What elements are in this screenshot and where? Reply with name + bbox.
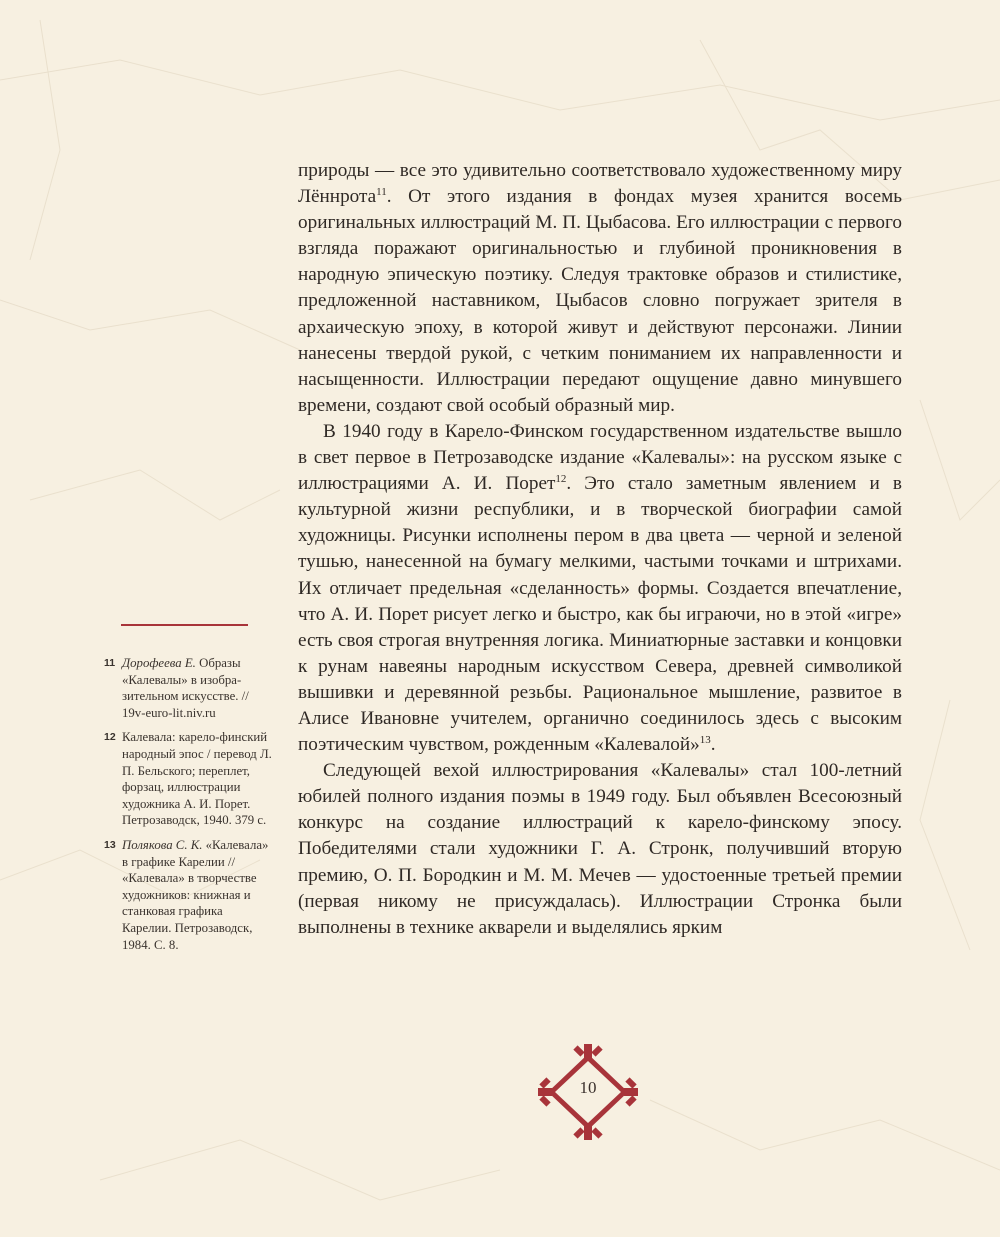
main-text (298, 158, 902, 941)
footnote-author: Полякова С. К. (122, 837, 203, 852)
footnote-text: Калевала: карело-финский народный эпос / перевод Л. П. Бельского; переплет, форзац, иллюстрации художника А. И. Порет. Петрозаводск, 1940. 379 с. (122, 730, 272, 828)
footnote-ref-11[interactable]: 11 (376, 186, 387, 199)
footnote-number: 12 (104, 731, 116, 744)
paragraph-1-text: природы — все это удивительно соответствовало художественному миру Лённрота (298, 160, 902, 208)
footnote-ref-13[interactable]: 13 (699, 734, 711, 747)
footnote-ref-12[interactable]: 12 (555, 473, 567, 486)
footnote-text: «Калевала» в графике Карелии // «Калевала» в творчестве художников: книжная и станковая графика Карелии. Петрозаводск, 1984. С. 8. (122, 837, 269, 952)
footnote-text: Образы «Калевалы» в изобразительном искусстве. // 19v-euro-lit.niv.ru (122, 656, 249, 720)
footnote-number: 13 (104, 838, 116, 851)
footnote-13 (104, 837, 274, 953)
footnote-author: Дорофеева Е. (122, 656, 196, 670)
paragraph-2-mid: . Это стало заметным явлением и в культурной жизни республики, и в творческой биографии самой художницы. Рисунки исполнены пером в два цвета — черной и зеленой тушью, нанесенной на бумагу мелкими, частыми точками и штрихами. Их отличает предельная «сделанность» формы. Создается впечатление, что А. И. Порет рисует легко и быстро, как бы играючи, но в этой «игре» есть своя строгая внутренняя логика. Миниатюрные заставки и концовки к рунам навеяны народным искусством Севера, древней символикой вышивки и деревянной резьбы. Рациональное мышление, развитое в Алисе Ивановне учителем, органично соединилось здесь с высоким поэтическим чувством, рожденным «Калевалой» (298, 473, 902, 756)
paragraph-1-rest: . От этого издания в фондах музея хранится восемь оригинальных иллюстраций М. П. Цыбасова. Его иллюстрации с первого взгляда поражают оригинальностью и глубиной проникновения в народную эпическую поэтику. Следуя трактовке образов и стилистике, предложенной наставником, Цыбасов словно погружает зрителя в архаическую эпоху, в которой живут и действуют персонажи. Линии нанесены твердой рукой, с четким пониманием их направленности и насыщенности. Иллюстрации передают ощущение давно минувшего времени, создают свой особый образный мир. (298, 186, 902, 416)
paragraph-1 (298, 158, 902, 419)
paragraph-2 (298, 419, 902, 758)
footnote-divider (121, 624, 248, 626)
paragraph-3: Следующей вехой иллюстрирования «Калевалы» стал 100-летний юбилей полного издания поэмы в 1949 году. Был объявлен Всесоюзный конкурс на создание иллюстраций к карело-финскому эпосу. Победителями стали художники Г. А. Стронк, получивший вторую премию, О. П. Бородкин и М. М. Мечев — удостоенные третьей премии (первая никому не присуждалась). Иллюстрации Стронка были выполнены в технике акварели и выделялись ярким (298, 760, 902, 938)
footnote-number: 11 (104, 657, 116, 669)
footnote-11 (104, 655, 274, 721)
footnote-12 (104, 729, 274, 829)
paragraph-2-text: В 1940 году в Карело-Финском государственном издательстве вышло в свет первое в Петрозаводске издание «Калевалы»: на русском языке с иллюстрациями А. И. Порет (298, 420, 902, 495)
footnotes (104, 655, 274, 961)
paragraph-2-end: . (710, 734, 716, 756)
page-number: 10 (579, 1078, 597, 1097)
